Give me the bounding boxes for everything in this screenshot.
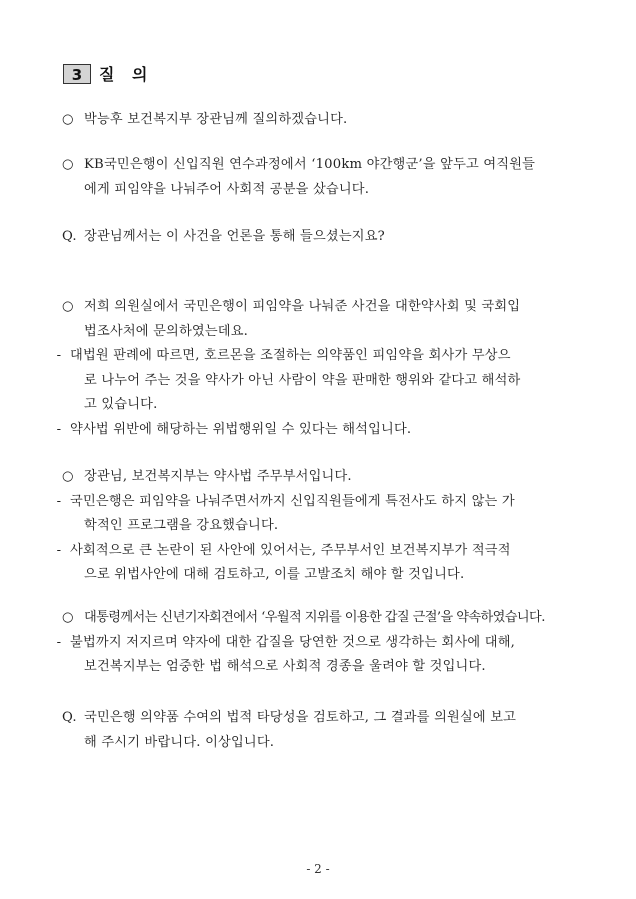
dash-bullet-icon: - [56,542,62,558]
subitem-text-continued: 학적인 프로그램을 강요했습니다. [84,518,279,533]
circle-bullet-icon: ○ [62,610,74,625]
section-number-box: 3 [63,64,91,84]
circle-bullet-icon: ○ [62,299,74,314]
subitem-text-continued: 고 있습니다. [84,397,158,412]
paragraph-text: 저희 의원실에서 국민은행이 피임약을 나눠준 사건을 대한약사회 및 국회입 [84,299,521,314]
paragraph-text: 대통령께서는 신년기자회견에서 ‘우월적 지위를 이용한 갑질 근절’을 약속하였습니다. [84,610,545,625]
page-number: - 2 - [306,862,330,876]
question-2 [62,706,592,755]
question-marker: Q. [62,710,77,725]
question-marker: Q. [62,229,77,244]
dash-bullet-icon: - [56,493,62,509]
subitem-text-continued: 로 나누어 주는 것을 약사가 아닌 사람이 약을 판매한 행위와 같다고 해석하 [84,372,521,388]
paragraph-greeting [62,108,592,133]
circle-bullet-icon: ○ [62,469,74,484]
question-1 [62,225,592,250]
subitem-text-continued: 보건복지부는 엄중한 법 해석으로 사회적 경종을 울려야 할 것입니다. [84,659,486,674]
question-text-continued: 해 주시기 바랍니다. 이상입니다. [84,734,275,750]
subitem-text: 불법까지 저지르며 약자에 대한 갑질을 당연한 것으로 생각하는 회사에 대해, [70,634,516,650]
question-text: 장관님께서는 이 사건을 언론을 통해 들으셨는지요? [84,229,385,244]
paragraph-text: 박능후 보건복지부 장관님께 질의하겠습니다. [84,112,348,127]
dash-bullet-icon: - [56,348,62,363]
paragraph-text: KB국민은행이 신입직원 연수과정에서 ‘100km 야간행군’을 앞두고 여직원들 [84,157,536,172]
paragraph-ministry [56,465,592,588]
subitem-text: 국민은행은 피임약을 나눠주면서까지 신입직원들에게 특전사도 하지 않는 가 [70,493,515,509]
paragraph-text-continued: 법조사처에 문의하였는데요. [84,323,249,339]
section-header [63,62,153,85]
subitem-text-continued: 으로 위법사안에 대해 검토하고, 이를 고발조치 해야 할 것입니다. [84,567,465,582]
subitem-text: 약사법 위반에 해당하는 위법행위일 수 있다는 해석입니다. [70,421,412,437]
subitem-text: 대법원 판례에 따르면, 호르몬을 조절하는 의약품인 피임약을 회사가 무상으 [70,348,511,363]
dash-bullet-icon: - [56,634,62,650]
circle-bullet-icon: ○ [62,112,74,127]
paragraph-inquiry [56,295,592,442]
question-text: 국민은행 의약품 수여의 법적 타당성을 검토하고, 그 결과를 의원실에 보고 [84,710,517,725]
paragraph-president [56,606,592,680]
section-title: 질 의 [99,65,154,84]
subitem-text: 사회적으로 큰 논란이 된 사안에 있어서는, 주무부서인 보건복지부가 적극적 [70,542,511,558]
dash-bullet-icon: - [56,421,62,437]
circle-bullet-icon: ○ [62,157,74,172]
paragraph-text-continued: 에게 피임약을 나눠주어 사회적 공분을 샀습니다. [84,181,370,197]
paragraph-incident [62,153,592,202]
paragraph-text: 장관님, 보건복지부는 약사법 주무부서입니다. [84,469,352,484]
